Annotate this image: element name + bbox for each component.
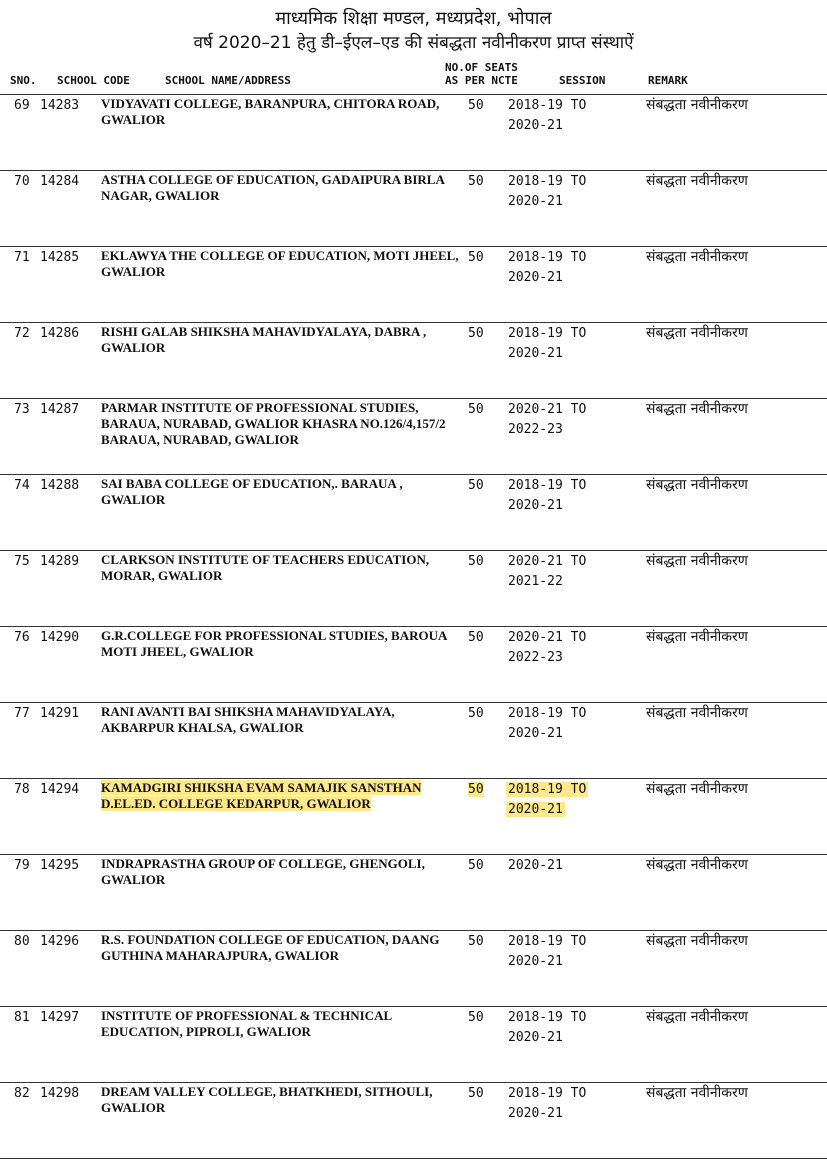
cell-school-name [101, 780, 467, 812]
table-row [0, 324, 827, 400]
school-name-text: RANI AVANTI BAI SHIKSHA MAHAVIDYALAYA, AKBARPUR KHALSA, GWALIOR [101, 704, 395, 735]
column-header-sno: SNO. [10, 74, 37, 87]
school-name-text: INDRAPRASTHA GROUP OF COLLEGE, GHENGOLI, GWALIOR [101, 856, 425, 887]
cell-school-name [101, 172, 467, 204]
cell-remark: संबद्धता नवीनीकरण [646, 401, 748, 417]
cell-school-code: 14285 [40, 250, 80, 265]
school-name-text: VIDYAVATI COLLEGE, BARANPURA, CHITORA ROAD, GWALIOR [101, 96, 440, 127]
cell-seats [468, 628, 484, 648]
column-header-school-name: SCHOOL NAME/ADDRESS [165, 74, 291, 87]
cell-seats [468, 96, 484, 116]
table-row [0, 704, 827, 780]
cell-seats [468, 552, 484, 572]
row-divider [0, 778, 827, 779]
cell-sno: 71 [14, 250, 30, 265]
cell-sno: 81 [14, 1010, 30, 1025]
cell-session [506, 628, 588, 668]
row-divider [0, 398, 827, 399]
table-row [0, 1084, 827, 1160]
seats-text: 50 [468, 250, 484, 265]
seats-text: 50 [468, 174, 484, 189]
row-divider [0, 1006, 827, 1007]
session-line-2: 2020-21 [508, 498, 563, 513]
school-name-text: PARMAR INSTITUTE OF PROFESSIONAL STUDIES, BARAUA, NURABAD, GWALIOR KHASRA NO.126/4,157/2 BARAUA, NURABAD, GWALIOR [101, 400, 446, 447]
page-title: माध्यमिक शिक्षा मण्डल, मध्यप्रदेश, भोपाल [275, 8, 552, 29]
row-divider [0, 94, 827, 95]
cell-school-name [101, 628, 467, 660]
cell-remark: संबद्धता नवीनीकरण [646, 325, 748, 341]
session-line-2: 2022-23 [508, 422, 563, 437]
session-line-1: 2018-19 TO [508, 250, 587, 265]
cell-school-name [101, 248, 467, 280]
table-row [0, 1008, 827, 1084]
school-name-text: DREAM VALLEY COLLEGE, BHATKHEDI, SITHOULI, GWALIOR [101, 1084, 433, 1115]
page-subtitle: वर्ष 2020–21 हेतु डी–ईएल–एड की संबद्धता नवीनीकरण प्राप्त संस्थाऐं [193, 33, 634, 53]
cell-session [506, 400, 588, 440]
column-header-school-code: SCHOOL CODE [57, 74, 130, 87]
row-divider [0, 550, 827, 551]
cell-sno: 76 [14, 630, 30, 645]
row-divider [0, 626, 827, 627]
row-divider [0, 854, 827, 855]
seats-text: 50 [468, 934, 484, 949]
school-name-text: G.R.COLLEGE FOR PROFESSIONAL STUDIES, BAROUA MOTI JHEEL, GWALIOR [101, 628, 447, 659]
cell-school-code: 14295 [40, 858, 80, 873]
seats-text: 50 [468, 630, 484, 645]
seats-text: 50 [468, 478, 484, 493]
cell-session [506, 932, 588, 972]
seats-text: 50 [468, 402, 484, 417]
seats-text: 50 [468, 98, 484, 113]
cell-school-code: 14283 [40, 98, 80, 113]
row-divider [0, 702, 827, 703]
session-line-1: 2018-19 TO [508, 706, 587, 721]
row-divider [0, 1158, 827, 1159]
cell-school-code: 14284 [40, 174, 80, 189]
cell-school-name [101, 552, 467, 584]
session-line-2: 2020-21 [508, 954, 563, 969]
cell-sno: 82 [14, 1086, 30, 1101]
session-line-1: 2018-19 TO [508, 478, 587, 493]
cell-school-code: 14287 [40, 402, 80, 417]
session-line-2 [506, 878, 510, 893]
cell-sno: 74 [14, 478, 30, 493]
cell-seats [468, 476, 484, 496]
school-name-text: INSTITUTE OF PROFESSIONAL & TECHNICAL EDUCATION, PIPROLI, GWALIOR [101, 1008, 392, 1039]
table-row [0, 780, 827, 856]
cell-session [506, 552, 588, 592]
column-header-session: SESSION [559, 74, 606, 87]
cell-sno: 75 [14, 554, 30, 569]
column-header-seats-line2: AS PER NCTE [445, 74, 518, 87]
session-line-1: 2018-19 TO [508, 934, 587, 949]
cell-seats [468, 400, 484, 420]
table-row [0, 476, 827, 552]
table-row [0, 552, 827, 628]
table-row [0, 172, 827, 248]
cell-school-code: 14294 [40, 782, 80, 797]
cell-remark: संबद्धता नवीनीकरण [646, 173, 748, 189]
cell-remark: संबद्धता नवीनीकरण [646, 705, 748, 721]
cell-school-name [101, 932, 467, 964]
row-divider [0, 930, 827, 931]
cell-session [506, 248, 588, 288]
cell-sno: 72 [14, 326, 30, 341]
seats-text: 50 [468, 554, 484, 569]
cell-school-name [101, 1084, 467, 1116]
school-name-text: SAI BABA COLLEGE OF EDUCATION,. BARAUA , GWALIOR [101, 476, 403, 507]
cell-session [506, 96, 588, 136]
row-divider [0, 170, 827, 171]
cell-seats [468, 780, 484, 800]
session-line-1: 2020-21 [508, 858, 563, 873]
cell-sno: 70 [14, 174, 30, 189]
school-name-text: KAMADGIRI SHIKSHA EVAM SAMAJIK SANSTHAN D.EL.ED. COLLEGE KEDARPUR, GWALIOR [101, 780, 422, 811]
school-name-text: EKLAWYA THE COLLEGE OF EDUCATION, MOTI JHEEL, GWALIOR [101, 248, 459, 279]
cell-seats [468, 248, 484, 268]
cell-remark: संबद्धता नवीनीकरण [646, 553, 748, 569]
session-line-1: 2018-19 TO [508, 174, 587, 189]
cell-seats [468, 172, 484, 192]
seats-text: 50 [468, 706, 484, 721]
session-line-2: 2020-21 [508, 802, 563, 817]
seats-text: 50 [468, 1010, 484, 1025]
cell-school-name [101, 856, 467, 888]
cell-school-name [101, 476, 467, 508]
cell-remark: संबद्धता नवीनीकरण [646, 781, 748, 797]
cell-school-name [101, 400, 467, 448]
session-line-2: 2020-21 [508, 726, 563, 741]
session-line-1: 2018-19 TO [508, 782, 587, 797]
cell-sno: 79 [14, 858, 30, 873]
cell-sno: 78 [14, 782, 30, 797]
cell-remark: संबद्धता नवीनीकरण [646, 477, 748, 493]
column-header-seats-line1: NO.OF SEATS [445, 61, 518, 74]
row-divider [0, 322, 827, 323]
cell-school-name [101, 324, 467, 356]
cell-seats [468, 1008, 484, 1028]
session-line-1: 2020-21 TO [508, 402, 587, 417]
cell-remark: संबद्धता नवीनीकरण [646, 629, 748, 645]
cell-seats [468, 932, 484, 952]
seats-text: 50 [468, 858, 484, 873]
session-line-2: 2021-22 [508, 574, 563, 589]
cell-session [506, 1008, 588, 1048]
cell-remark: संबद्धता नवीनीकरण [646, 857, 748, 873]
cell-school-code: 14298 [40, 1086, 80, 1101]
cell-school-name [101, 704, 467, 736]
table-row [0, 856, 827, 932]
cell-session [506, 856, 565, 896]
cell-school-code: 14291 [40, 706, 80, 721]
session-line-1: 2018-19 TO [508, 1010, 587, 1025]
cell-remark: संबद्धता नवीनीकरण [646, 249, 748, 265]
cell-seats [468, 1084, 484, 1104]
seats-text: 50 [468, 1086, 484, 1101]
table-row [0, 400, 827, 476]
cell-sno: 69 [14, 98, 30, 113]
row-divider [0, 474, 827, 475]
cell-school-code: 14288 [40, 478, 80, 493]
cell-session [506, 780, 588, 820]
table-row [0, 932, 827, 1008]
session-line-1: 2018-19 TO [508, 326, 587, 341]
school-name-text: RISHI GALAB SHIKSHA MAHAVIDYALAYA, DABRA , GWALIOR [101, 324, 427, 355]
column-header-remark: REMARK [648, 74, 688, 87]
cell-seats [468, 704, 484, 724]
cell-school-code: 14297 [40, 1010, 80, 1025]
cell-session [506, 476, 588, 516]
session-line-2: 2022-23 [508, 650, 563, 665]
school-name-text: ASTHA COLLEGE OF EDUCATION, GADAIPURA BIRLA NAGAR, GWALIOR [101, 172, 445, 203]
cell-school-code: 14296 [40, 934, 80, 949]
cell-remark: संबद्धता नवीनीकरण [646, 933, 748, 949]
cell-seats [468, 856, 484, 876]
seats-text: 50 [468, 326, 484, 341]
cell-school-name [101, 1008, 467, 1040]
session-line-2: 2020-21 [508, 194, 563, 209]
school-name-text: R.S. FOUNDATION COLLEGE OF EDUCATION, DAANG GUTHINA MAHARAJPURA, GWALIOR [101, 932, 440, 963]
cell-session [506, 172, 588, 212]
cell-remark: संबद्धता नवीनीकरण [646, 1085, 748, 1101]
cell-remark: संबद्धता नवीनीकरण [646, 1009, 748, 1025]
cell-sno: 80 [14, 934, 30, 949]
seats-text: 50 [468, 782, 484, 797]
cell-session [506, 704, 588, 744]
cell-session [506, 1084, 588, 1124]
row-divider [0, 246, 827, 247]
session-line-2: 2020-21 [508, 118, 563, 133]
cell-school-name [101, 96, 467, 128]
cell-school-code: 14286 [40, 326, 80, 341]
session-line-2: 2020-21 [508, 270, 563, 285]
cell-session [506, 324, 588, 364]
session-line-2: 2020-21 [508, 346, 563, 361]
session-line-2: 2020-21 [508, 1030, 563, 1045]
cell-sno: 73 [14, 402, 30, 417]
session-line-1: 2020-21 TO [508, 630, 587, 645]
table-row [0, 96, 827, 172]
cell-remark: संबद्धता नवीनीकरण [646, 97, 748, 113]
school-name-text: CLARKSON INSTITUTE OF TEACHERS EDUCATION, MORAR, GWALIOR [101, 552, 430, 583]
session-line-2: 2020-21 [508, 1106, 563, 1121]
cell-sno: 77 [14, 706, 30, 721]
row-divider [0, 1082, 827, 1083]
cell-seats [468, 324, 484, 344]
session-line-1: 2018-19 TO [508, 1086, 587, 1101]
table-row [0, 628, 827, 704]
session-line-1: 2018-19 TO [508, 98, 587, 113]
session-line-1: 2020-21 TO [508, 554, 587, 569]
cell-school-code: 14289 [40, 554, 80, 569]
table-row [0, 248, 827, 324]
cell-school-code: 14290 [40, 630, 80, 645]
